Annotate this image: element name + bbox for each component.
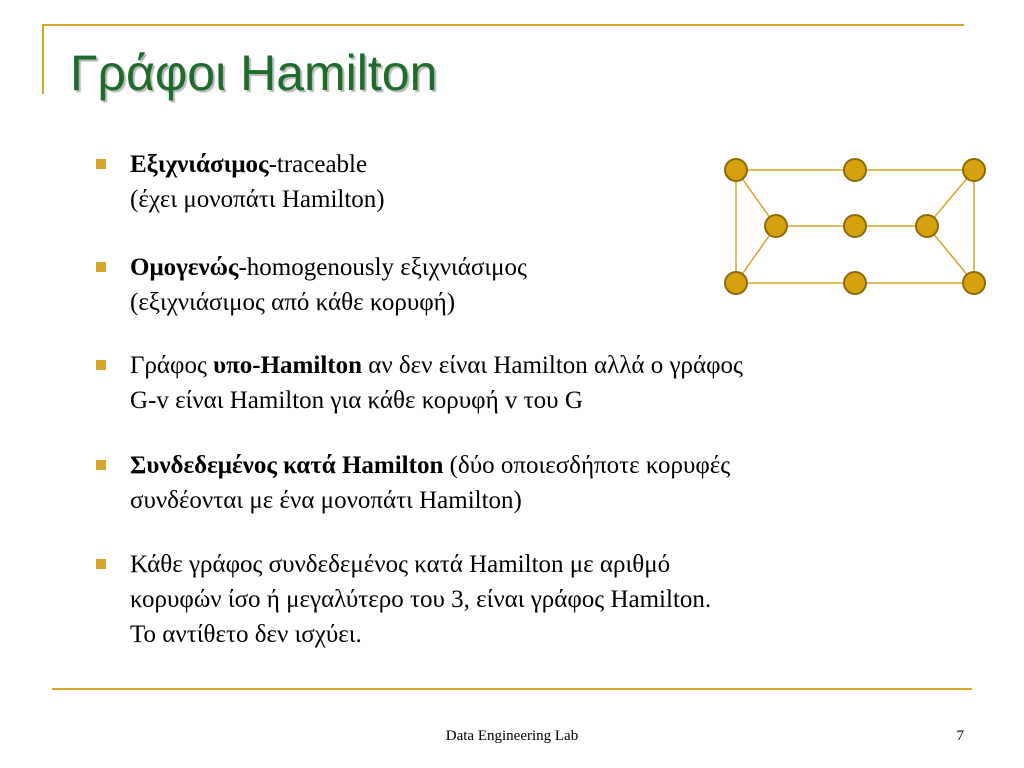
term: υπο-Hamilton	[213, 352, 362, 379]
footer-rule	[52, 688, 972, 690]
graph-node	[725, 272, 747, 294]
square-bullet-icon	[96, 159, 106, 169]
term-prefix: Γράφος	[130, 352, 214, 379]
term: Εξιχνιάσιμος	[130, 151, 269, 178]
frame-left-rule	[42, 24, 44, 94]
graph-node	[844, 272, 866, 294]
bullet-line	[130, 147, 385, 182]
frame-top-rule	[42, 24, 964, 26]
bullet-line: κορυφών ίσο ή μεγαλύτερο του 3, είναι γράφος Hamilton.	[130, 586, 712, 613]
bullet-line: G-v είναι Hamilton για κάθε κορυφή v του G	[130, 387, 583, 414]
term-definition: -traceable	[268, 151, 368, 178]
bullet-line	[130, 448, 730, 483]
bullet-line	[130, 250, 527, 285]
term-definition: αν δεν είναι Hamilton αλλά ο γράφος	[362, 352, 743, 379]
bullet-line	[130, 348, 743, 383]
square-bullet-icon	[96, 262, 106, 272]
bullet-line: Κάθε γράφος συνδεδεμένος κατά Hamilton με αριθμό	[130, 551, 671, 578]
bullet-line: συνδέονται με ένα μονοπάτι Hamilton)	[130, 487, 522, 514]
term: Ομογενώς	[130, 254, 239, 281]
slide-title: Γράφοι Hamilton	[70, 45, 438, 101]
bullet-text	[130, 547, 711, 652]
bullet-text	[130, 250, 527, 320]
graph-node	[963, 159, 985, 181]
graph-node	[844, 159, 866, 181]
bullet-text	[130, 348, 743, 418]
bullet-line: Το αντίθετο δεν ισχύει.	[130, 621, 362, 648]
graph-node	[963, 272, 985, 294]
graph-node	[765, 215, 787, 237]
graph-node	[725, 159, 747, 181]
footer-label: Data Engineering Lab	[445, 728, 579, 744]
square-bullet-icon	[96, 360, 106, 370]
bullet-text	[130, 147, 385, 217]
page-number: 7	[956, 728, 964, 744]
bullet-line: (έχει μονοπάτι Hamilton)	[130, 186, 385, 213]
square-bullet-icon	[96, 460, 106, 470]
graph-diagram	[712, 150, 1002, 302]
term-definition: -homogenously εξιχνιάσιμος	[238, 254, 527, 281]
bullet-line: (εξιχνιάσιμος από κάθε κορυφή)	[130, 289, 456, 316]
graph-nodes	[725, 159, 985, 294]
graph-node	[916, 215, 938, 237]
square-bullet-icon	[96, 559, 106, 569]
graph-node	[844, 215, 866, 237]
term-definition: (δύο οποιεσδήποτε κορυφές	[443, 452, 731, 479]
term: Συνδεδεμένος κατά Hamilton	[130, 452, 444, 479]
bullet-text	[130, 448, 730, 518]
